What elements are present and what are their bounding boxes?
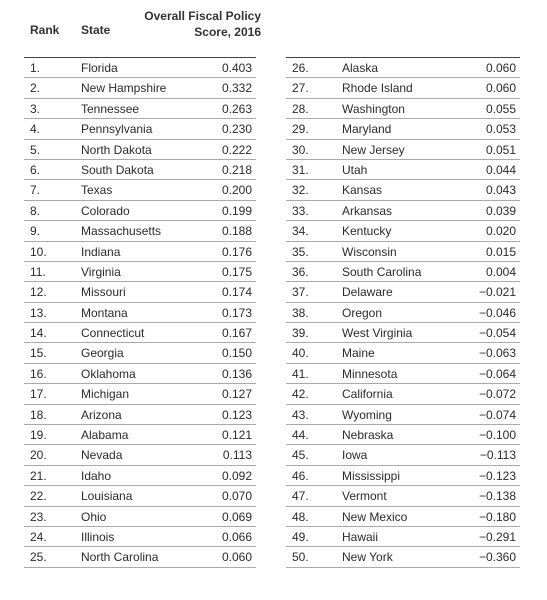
score-cell: 0.200 xyxy=(221,183,252,198)
score-cell: 0.020 xyxy=(485,224,516,239)
table-row xyxy=(24,201,256,221)
state-cell: New Mexico xyxy=(342,509,408,524)
table-row xyxy=(286,303,520,323)
rank-cell: 23. xyxy=(30,509,47,524)
table-row xyxy=(286,507,520,527)
state-cell: Alaska xyxy=(342,61,379,75)
score-cell: 0.136 xyxy=(221,366,252,381)
score-cell: −0.291 xyxy=(478,529,516,544)
state-cell: Nevada xyxy=(81,448,123,463)
score-cell: −0.180 xyxy=(478,509,516,524)
score-header-line-1: Overall Fiscal Policy xyxy=(144,9,261,23)
table-row xyxy=(24,99,256,119)
score-cell: 0.127 xyxy=(221,387,252,402)
table-row xyxy=(24,507,256,527)
table-row xyxy=(286,119,520,139)
state-cell: Pennsylvania xyxy=(81,122,153,137)
score-header-line-2: Score, 2016 xyxy=(194,25,261,39)
rank-cell: 36. xyxy=(292,264,309,279)
state-cell: Hawaii xyxy=(342,529,379,544)
rank-cell: 26. xyxy=(292,61,309,75)
state-cell: Illinois xyxy=(81,529,115,544)
rank-cell: 37. xyxy=(292,285,309,300)
table-row xyxy=(286,364,520,384)
score-cell: 0.230 xyxy=(221,122,252,137)
table-row xyxy=(24,78,256,98)
state-cell: North Dakota xyxy=(81,142,152,157)
table-row xyxy=(286,466,520,486)
score-cell: 0.218 xyxy=(221,162,252,177)
state-cell: Texas xyxy=(81,183,113,198)
rank-cell: 13. xyxy=(30,305,47,320)
table-row xyxy=(286,384,520,404)
rank-cell: 10. xyxy=(30,244,47,259)
rank-cell: 29. xyxy=(292,122,309,137)
score-cell: 0.121 xyxy=(221,428,252,443)
state-cell: West Virginia xyxy=(342,326,413,341)
score-cell: −0.074 xyxy=(478,407,516,422)
table-row xyxy=(24,445,256,465)
table-row xyxy=(24,242,256,262)
table-row xyxy=(286,78,520,98)
score-cell: 0.332 xyxy=(221,81,252,96)
rank-cell: 21. xyxy=(30,468,47,483)
state-cell: Oregon xyxy=(342,305,383,320)
score-cell: 0.039 xyxy=(485,203,516,218)
score-cell: −0.138 xyxy=(478,489,516,504)
score-cell: 0.070 xyxy=(221,489,252,504)
state-cell: Nebraska xyxy=(342,428,394,443)
rank-cell: 32. xyxy=(292,183,309,198)
score-cell: −0.113 xyxy=(479,448,516,463)
rank-cell: 50. xyxy=(292,550,309,565)
state-cell: Iowa xyxy=(342,448,368,463)
state-cell: Tennessee xyxy=(81,101,140,116)
rank-cell: 42. xyxy=(292,387,309,402)
table-row xyxy=(24,303,256,323)
table-row xyxy=(286,527,520,547)
state-cell: North Carolina xyxy=(81,550,159,565)
state-cell: Indiana xyxy=(81,244,121,259)
state-cell: South Dakota xyxy=(81,162,154,177)
rank-cell: 46. xyxy=(292,468,309,483)
rank-cell: 1. xyxy=(30,61,41,75)
rank-cell: 18. xyxy=(30,407,47,422)
table-row xyxy=(24,405,256,425)
rank-cell: 25. xyxy=(30,550,47,565)
score-cell: 0.066 xyxy=(221,529,252,544)
table-row xyxy=(286,323,520,343)
state-cell: Arizona xyxy=(81,407,122,422)
table-row xyxy=(286,160,520,180)
rank-cell: 38. xyxy=(292,305,309,320)
rank-cell: 3. xyxy=(30,101,41,116)
score-cell: 0.060 xyxy=(485,81,516,96)
rank-cell: 28. xyxy=(292,101,309,116)
table-row xyxy=(286,180,520,200)
rank-cell: 27. xyxy=(292,81,309,96)
rank-cell: 5. xyxy=(30,142,41,157)
score-cell: 0.176 xyxy=(221,244,252,259)
state-cell: Colorado xyxy=(81,203,130,218)
rank-cell: 48. xyxy=(292,509,309,524)
table-row xyxy=(24,282,256,302)
state-cell: Idaho xyxy=(81,468,112,483)
rank-cell: 44. xyxy=(292,428,309,443)
score-cell: 0.167 xyxy=(221,326,252,341)
state-cell: Alabama xyxy=(81,428,129,443)
score-cell: 0.188 xyxy=(221,224,252,239)
score-cell: 0.175 xyxy=(221,264,252,279)
state-cell: Arkansas xyxy=(342,203,393,218)
state-cell: New Hampshire xyxy=(81,81,167,96)
score-cell: 0.004 xyxy=(485,264,516,279)
table-row xyxy=(24,180,256,200)
rank-cell: 43. xyxy=(292,407,309,422)
rank-cell: 11. xyxy=(30,264,46,279)
table-row xyxy=(24,140,256,160)
table-row xyxy=(24,119,256,139)
rank-cell: 14. xyxy=(30,326,47,341)
rank-cell: 31. xyxy=(292,162,309,177)
state-cell: Kansas xyxy=(342,183,383,198)
state-cell: Utah xyxy=(342,162,368,177)
table-row xyxy=(286,58,520,78)
score-cell: 0.199 xyxy=(221,203,252,218)
score-cell: 0.092 xyxy=(221,468,252,483)
score-cell: −0.063 xyxy=(478,346,516,361)
state-cell: Virginia xyxy=(81,264,121,279)
score-cell: 0.113 xyxy=(222,448,252,463)
table-row xyxy=(24,58,256,78)
rank-cell: 34. xyxy=(292,224,309,239)
rank-cell: 9. xyxy=(30,224,41,239)
score-cell: 0.055 xyxy=(485,101,516,116)
rank-column-header: Rank xyxy=(30,23,60,37)
rank-cell: 7. xyxy=(30,183,41,198)
rank-cell: 49. xyxy=(292,529,309,544)
table-row xyxy=(24,221,256,241)
state-cell: Florida xyxy=(81,61,118,75)
score-cell: 0.263 xyxy=(221,101,252,116)
score-cell: 0.150 xyxy=(221,346,252,361)
table-row xyxy=(24,160,256,180)
table-row xyxy=(286,221,520,241)
score-cell: −0.021 xyxy=(478,285,516,300)
state-cell: Oklahoma xyxy=(81,366,136,381)
state-cell: Mississippi xyxy=(342,468,401,483)
state-cell: Georgia xyxy=(81,346,124,361)
score-cell: 0.173 xyxy=(221,305,252,320)
rank-cell: 39. xyxy=(292,326,309,341)
state-column-header: State xyxy=(81,23,111,37)
score-cell: 0.043 xyxy=(485,183,516,198)
state-cell: Wyoming xyxy=(342,407,392,422)
rank-cell: 16. xyxy=(30,366,47,381)
score-cell: 0.044 xyxy=(485,162,516,177)
table-row xyxy=(286,201,520,221)
state-cell: South Carolina xyxy=(342,264,422,279)
score-cell: −0.046 xyxy=(478,305,516,320)
state-cell: Connecticut xyxy=(81,326,145,341)
score-cell: 0.403 xyxy=(221,61,252,75)
state-cell: Minnesota xyxy=(342,366,398,381)
table-row xyxy=(286,405,520,425)
ranking-table-right-column xyxy=(286,57,520,568)
rank-cell: 30. xyxy=(292,142,309,157)
state-cell: Michigan xyxy=(81,387,130,402)
score-cell: 0.222 xyxy=(221,142,252,157)
table-row xyxy=(286,99,520,119)
table-row xyxy=(24,343,256,363)
rank-cell: 2. xyxy=(30,81,41,96)
rank-cell: 22. xyxy=(30,489,47,504)
table-row xyxy=(24,486,256,506)
state-cell: Missouri xyxy=(81,285,126,300)
table-row xyxy=(24,364,256,384)
table-row xyxy=(286,425,520,445)
state-cell: Maryland xyxy=(342,122,392,137)
table-row xyxy=(24,547,256,567)
ranking-table-left-column xyxy=(24,57,256,568)
score-cell: −0.054 xyxy=(478,326,516,341)
rank-cell: 6. xyxy=(30,162,41,177)
score-cell: 0.053 xyxy=(485,122,516,137)
rank-cell: 8. xyxy=(30,203,41,218)
table-row xyxy=(286,486,520,506)
state-cell: New Jersey xyxy=(342,142,405,157)
table-row xyxy=(286,445,520,465)
table-row xyxy=(24,323,256,343)
rank-cell: 47. xyxy=(292,489,309,504)
table-row xyxy=(24,466,256,486)
score-cell: −0.064 xyxy=(478,366,516,381)
score-cell: 0.060 xyxy=(485,61,516,75)
state-cell: Louisiana xyxy=(81,489,133,504)
score-cell: 0.015 xyxy=(485,244,516,259)
state-cell: Montana xyxy=(81,305,128,320)
table-row xyxy=(24,384,256,404)
state-cell: New York xyxy=(342,550,393,565)
rank-cell: 24. xyxy=(30,529,47,544)
table-row xyxy=(286,343,520,363)
rank-cell: 17. xyxy=(30,387,47,402)
state-cell: Maine xyxy=(342,346,375,361)
table-row xyxy=(286,140,520,160)
score-cell: 0.069 xyxy=(221,509,252,524)
score-cell: −0.100 xyxy=(478,428,516,443)
state-cell: Wisconsin xyxy=(342,244,397,259)
table-row xyxy=(24,425,256,445)
table-row xyxy=(286,547,520,567)
rank-cell: 19. xyxy=(30,428,47,443)
score-cell: −0.123 xyxy=(478,468,516,483)
score-cell: −0.072 xyxy=(478,387,516,402)
rank-cell: 4. xyxy=(30,122,41,137)
state-cell: Delaware xyxy=(342,285,393,300)
score-cell: 0.123 xyxy=(221,407,252,422)
score-column-header xyxy=(144,8,261,40)
rank-cell: 12. xyxy=(30,285,47,300)
table-row xyxy=(24,527,256,547)
score-cell: 0.174 xyxy=(221,285,252,300)
table-row xyxy=(24,262,256,282)
score-cell: 0.060 xyxy=(221,550,252,565)
rank-cell: 41. xyxy=(292,366,309,381)
rank-cell: 45. xyxy=(292,448,309,463)
state-cell: Rhode Island xyxy=(342,81,413,96)
table-row xyxy=(286,262,520,282)
rank-cell: 15. xyxy=(30,346,47,361)
table-row xyxy=(286,282,520,302)
rank-cell: 40. xyxy=(292,346,309,361)
score-cell: −0.360 xyxy=(478,550,516,565)
rank-cell: 33. xyxy=(292,203,309,218)
state-cell: Ohio xyxy=(81,509,107,524)
state-cell: Massachusetts xyxy=(81,224,162,239)
rank-cell: 20. xyxy=(30,448,47,463)
score-cell: 0.051 xyxy=(485,142,516,157)
state-cell: California xyxy=(342,387,393,402)
state-cell: Washington xyxy=(342,101,405,116)
state-cell: Vermont xyxy=(342,489,387,504)
table-row xyxy=(286,242,520,262)
rank-cell: 35. xyxy=(292,244,309,259)
state-cell: Kentucky xyxy=(342,224,392,239)
